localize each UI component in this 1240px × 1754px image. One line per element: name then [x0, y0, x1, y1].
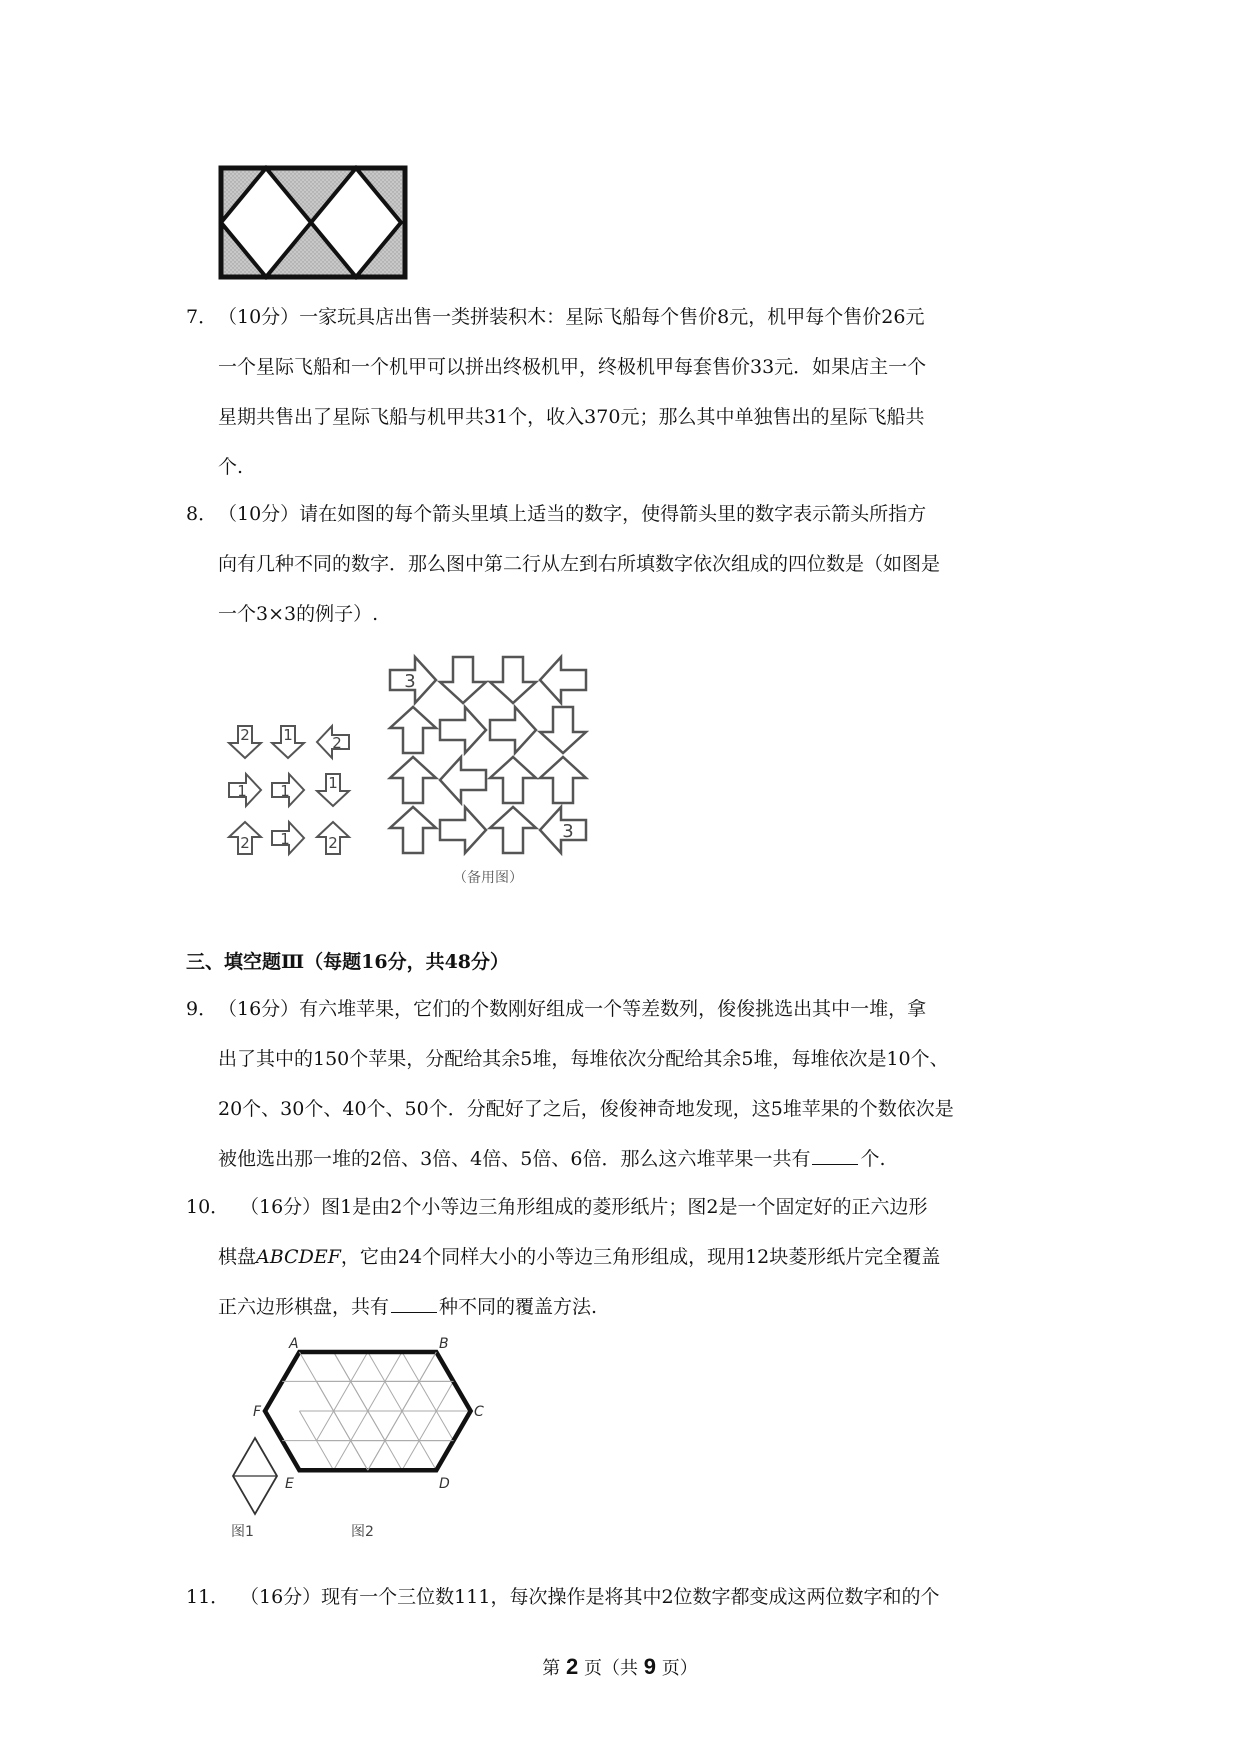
arrow-digit: 1: [280, 782, 290, 800]
rhombus-figure-1: [233, 1438, 277, 1514]
q9-line-4: [218, 1145, 886, 1173]
q7-line-2: 一个星际飞船和一个机甲可以拼出终极机甲，终极机甲每套售价33元．如果店主一个: [218, 356, 927, 378]
arrow-down: [440, 657, 486, 703]
q8-line-2: 向有几种不同的数字．那么图中第二行从左到右所填数字依次组成的四位数是（如图是: [218, 553, 941, 575]
q7-line-1: （10分）一家玩具店出售一类拼装积木：星际飞船每个售价8元，机甲每个售价26元: [218, 306, 925, 328]
q8-line-3: 一个3×3的例子）.: [218, 603, 379, 625]
rectangle-diamond-figure: [218, 165, 408, 280]
q9-line-2: 出了其中的150个苹果，分配给其余5堆，每堆依次分配给其余5堆，每堆依次是10个、: [218, 1048, 949, 1070]
arrow-digit: 1: [280, 830, 290, 848]
q9-line-1: （16分）有六堆苹果，它们的个数刚好组成一个等差数列，俊俊挑选出其中一堆，拿: [218, 998, 927, 1020]
arrow-digit: 1: [328, 774, 338, 792]
figure-2-caption: 图2: [351, 1524, 374, 1540]
vertex-label-a: A: [289, 1336, 299, 1352]
q9-line-4-end: 个.: [860, 1148, 886, 1170]
arrow-right: [490, 707, 536, 753]
arrow-up: [390, 807, 436, 853]
q10-answer-blank[interactable]: [391, 1294, 437, 1313]
q10-line-2-rest: ，它由24个同样大小的小等边三角形组成，现用12块菱形纸片完全覆盖: [340, 1246, 941, 1268]
q10-line-3-start: 正六边形棋盘，共有: [218, 1296, 390, 1318]
arrow-left: [440, 757, 486, 803]
vertex-label-b: B: [439, 1336, 449, 1352]
vertex-label-c: C: [474, 1404, 484, 1420]
hexagon-name: ABCDEF: [256, 1246, 341, 1268]
arrow-down: [490, 657, 536, 703]
footer-suffix: 页）: [661, 1658, 698, 1679]
q10-line-2-start: 棋盘: [218, 1246, 257, 1268]
small-arrow-grid: [229, 726, 349, 854]
vertex-label-f: F: [253, 1404, 262, 1420]
q11-number: 11．: [186, 1586, 230, 1608]
arrow-grids-figure: [215, 650, 635, 900]
q8-number: 8．: [186, 503, 218, 525]
vertex-label-e: E: [285, 1476, 294, 1492]
q10-number: 10．: [186, 1196, 230, 1218]
footer-total-pages: 9: [643, 1654, 656, 1679]
arrow-digit: 3: [562, 821, 574, 842]
arrow-up: [390, 707, 436, 753]
arrow-digit: 2: [240, 726, 250, 744]
vertex-label-d: D: [439, 1476, 450, 1492]
footer-prefix: 第: [542, 1658, 561, 1679]
page-footer: [0, 1654, 1240, 1680]
arrow-up: [490, 807, 536, 853]
backup-figure-caption: （备用图）: [453, 870, 523, 886]
big-arrow-grid: [390, 657, 586, 886]
arrow-digit: 1: [237, 782, 247, 800]
q7-line-3: 星期共售出了星际飞船与机甲共31个，收入370元；那么其中单独售出的星际飞船共: [218, 406, 925, 428]
q9-answer-blank[interactable]: [812, 1146, 858, 1165]
arrow-digit: 2: [332, 734, 342, 752]
q10-line-3-end: 种不同的覆盖方法.: [439, 1296, 598, 1318]
q7-line-4: 个.: [218, 456, 244, 478]
arrow-up: [540, 757, 586, 803]
hexagon-figure: [215, 1330, 495, 1540]
q10-line-3: [218, 1293, 597, 1321]
arrow-down: [540, 707, 586, 753]
q10-line-2: [218, 1243, 940, 1271]
q7-number: 7．: [186, 306, 218, 328]
arrow-up: [390, 757, 436, 803]
q11-line-1: （16分）现有一个三位数111，每次操作是将其中2位数字都变成这两位数字和的个: [240, 1586, 940, 1608]
arrow-right: [440, 807, 486, 853]
q9-line-3: 20个、30个、40个、50个．分配好了之后，俊俊神奇地发现，这5堆苹果的个数依次是: [218, 1098, 954, 1120]
arrow-digit: 3: [404, 671, 416, 692]
arrow-digit: 2: [240, 834, 250, 852]
section-3-title: 三、填空题Ⅲ（每题16分，共48分）: [186, 951, 510, 973]
arrow-up: [490, 757, 536, 803]
footer-page-number: 2: [566, 1654, 579, 1679]
arrow-left: [540, 657, 586, 703]
q9-line-4-text: 被他选出那一堆的2倍、3倍、4倍、5倍、6倍．那么这六堆苹果一共有: [218, 1148, 811, 1170]
figure-1-caption: 图1: [231, 1524, 254, 1540]
q8-line-1: （10分）请在如图的每个箭头里填上适当的数字，使得箭头里的数字表示箭头所指方: [218, 503, 927, 525]
footer-middle: 页（共: [584, 1658, 638, 1679]
arrow-digit: 1: [283, 726, 293, 744]
arrow-digit: 2: [328, 834, 338, 852]
arrow-right: [440, 707, 486, 753]
q10-line-1: （16分）图1是由2个小等边三角形组成的菱形纸片；图2是一个固定好的正六边形: [240, 1196, 928, 1218]
q9-number: 9．: [186, 998, 218, 1020]
